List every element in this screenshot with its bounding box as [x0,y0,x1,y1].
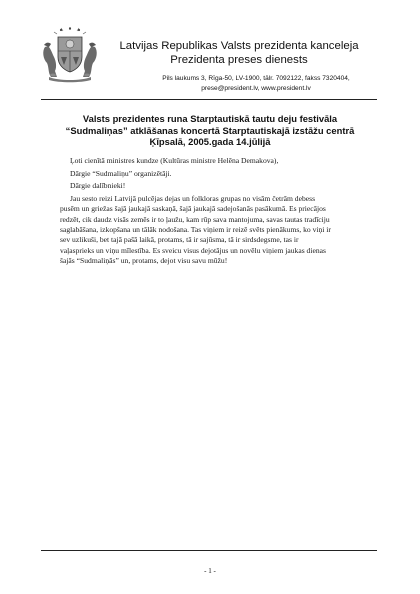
salutation-minister: Ļoti cienītā ministres kundze (Kultūras ministre Helēna Demakova), [70,156,279,165]
paragraph-line: saglabāšana, izkopšana un tālāk nodošana. Tas viņiem ir reizē svēts pienākums, ko viņi ir [60,225,331,234]
paragraph-line: sev uzlikuši, bet tajā pašā laikā, protams, tā ir sajūsma, tā ir sirdsdegsme, tas ir [60,235,299,245]
coat-of-arms-icon [39,27,101,83]
organization-header [100,39,378,67]
title-line-1: Valsts prezidentes runa Starptautiskā tautu deju festivāla [82,113,338,124]
organization-name: Latvijas Republikas Valsts prezidenta kanceleja [119,40,359,52]
title-line-3: Ķīpsalā, 2005.gada 14.jūlijā [149,136,271,148]
address-line: Pils laukums 3, Rīga-50, LV-1900, tālr. 7092122, fakss 7320404, [162,75,350,82]
title-line-2: “Sudmaliņas” atklāšanas koncertā Starptautiskajā izstāžu centrā [65,124,355,136]
email-web-line: prese@president.lv, www.president.lv [201,85,311,92]
contact-info [140,74,372,94]
paragraph-line: vaļasprieks un viņu mīlestība. Es sveicu visus dejotājus un novēlu viņiem jaukas dienas [60,245,326,255]
paragraph-line: šajās “Sudmaliņās” un, protams, dejot visu savu mūžu! [60,256,228,266]
paragraph-line: redzēt, cik daudz visās zemēs ir to ļaužu, kam rūp sava mantojuma, savas tautas tradīciju [60,214,330,224]
footer-divider [41,550,377,551]
page-number: - 1 - [204,567,216,575]
salutation-participants: Dārgie dalībnieki! [70,181,126,191]
header-divider [41,99,377,100]
document-title [60,113,360,148]
paragraph-line: pusēm un griežas šajā jaukajā saskaņā, šajā jaukajā sadejošanās pasākumā. Es priecājos [60,204,326,214]
department-name: Prezidenta preses dienests [170,54,308,66]
speech-paragraph [60,194,356,267]
paragraph-line: Jau sesto reizi Latvijā pulcējas dejas un folkloras grupas no visām četrām debess [70,193,316,203]
salutation-organizers: Dārgie “Sudmaliņu” organizētāji. [70,168,172,178]
speech-body [60,155,356,267]
